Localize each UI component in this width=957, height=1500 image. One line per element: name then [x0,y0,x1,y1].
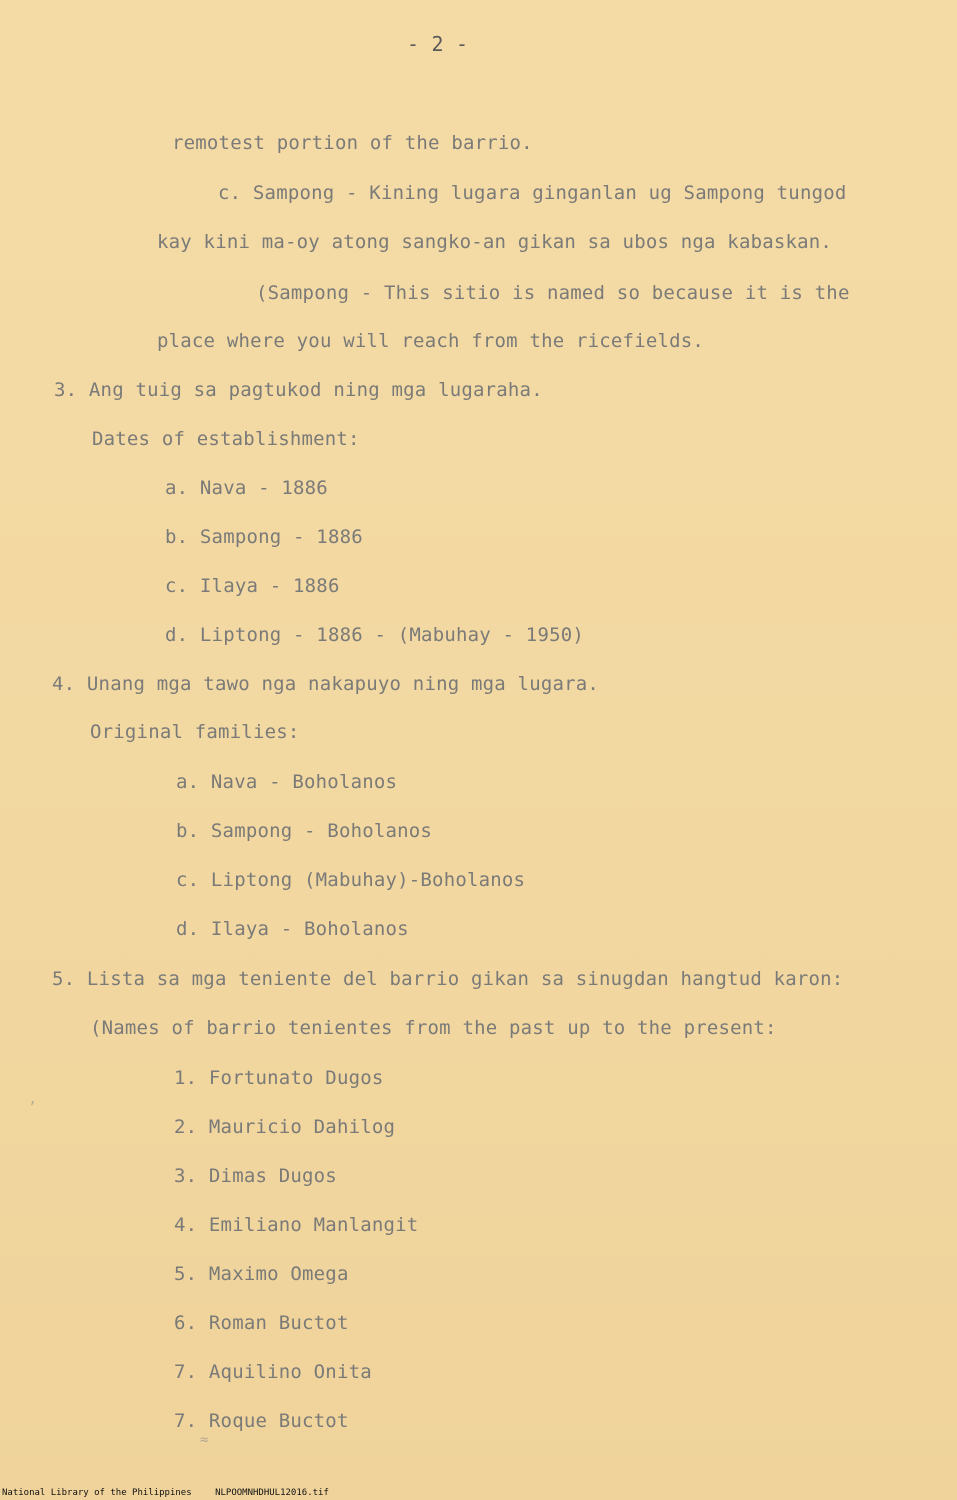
list-item: 7. Aquilino Onita [174,1361,372,1383]
page-number: - 2 - [407,32,469,56]
list-item: c. Liptong (Mabuhay)-Boholanos [176,869,526,891]
section-heading: 4. Unang mga tawo nga nakapuyo ning mga lugara. [52,673,600,695]
list-item: a. Nava - Boholanos [176,771,398,793]
footer-library: National Library of the Philippines [2,1488,192,1498]
text-line: remotest portion of the barrio. [172,132,533,154]
list-item: 4. Emiliano Manlangit [174,1214,419,1236]
list-item: 6. Roman Buctot [174,1312,349,1334]
list-item: b. Sampong - Boholanos [176,820,433,842]
text-line: place where you will reach from the ricefields. [157,330,705,352]
list-item: c. Ilaya - 1886 [165,575,340,597]
list-item: b. Sampong - 1886 [165,526,363,548]
list-item: d. Ilaya - Boholanos [176,918,409,940]
list-item: 2. Mauricio Dahilog [174,1116,396,1138]
section-heading: 5. Lista sa mga teniente del barrio gikan sa sinugdan hangtud karon: [52,968,844,990]
text-line: c. Sampong - Kining lugara ginganlan ug Sampong tungod [218,182,847,204]
list-item: 5. Maximo Omega [174,1263,349,1285]
section-subheading: Dates of establishment: [92,428,360,450]
list-item: d. Liptong - 1886 - (Mabuhay - 1950) [165,624,585,646]
footer-filename: NLPOOMNHDHUL12016.tif [215,1488,329,1498]
list-item: 3. Dimas Dugos [174,1165,337,1187]
list-item: a. Nava - 1886 [165,477,328,499]
list-item: 1. Fortunato Dugos [174,1067,384,1089]
text-line: kay kini ma-oy atong sangko-an gikan sa ubos nga kabaskan. [157,231,833,253]
section-subheading: Original families: [90,721,300,743]
section-subheading: (Names of barrio tenientes from the past up to the present: [90,1017,777,1039]
smudge-mark: ’ [28,1100,37,1116]
text-line: (Sampong - This sitio is named so because it is the [256,282,850,304]
section-heading: 3. Ang tuig sa pagtukod ning mga lugaraha. [54,379,543,401]
list-item: 7. Roque Buctot [174,1410,349,1432]
smudge-mark: ≈ [200,1432,209,1448]
scan-footer [2,1488,347,1498]
